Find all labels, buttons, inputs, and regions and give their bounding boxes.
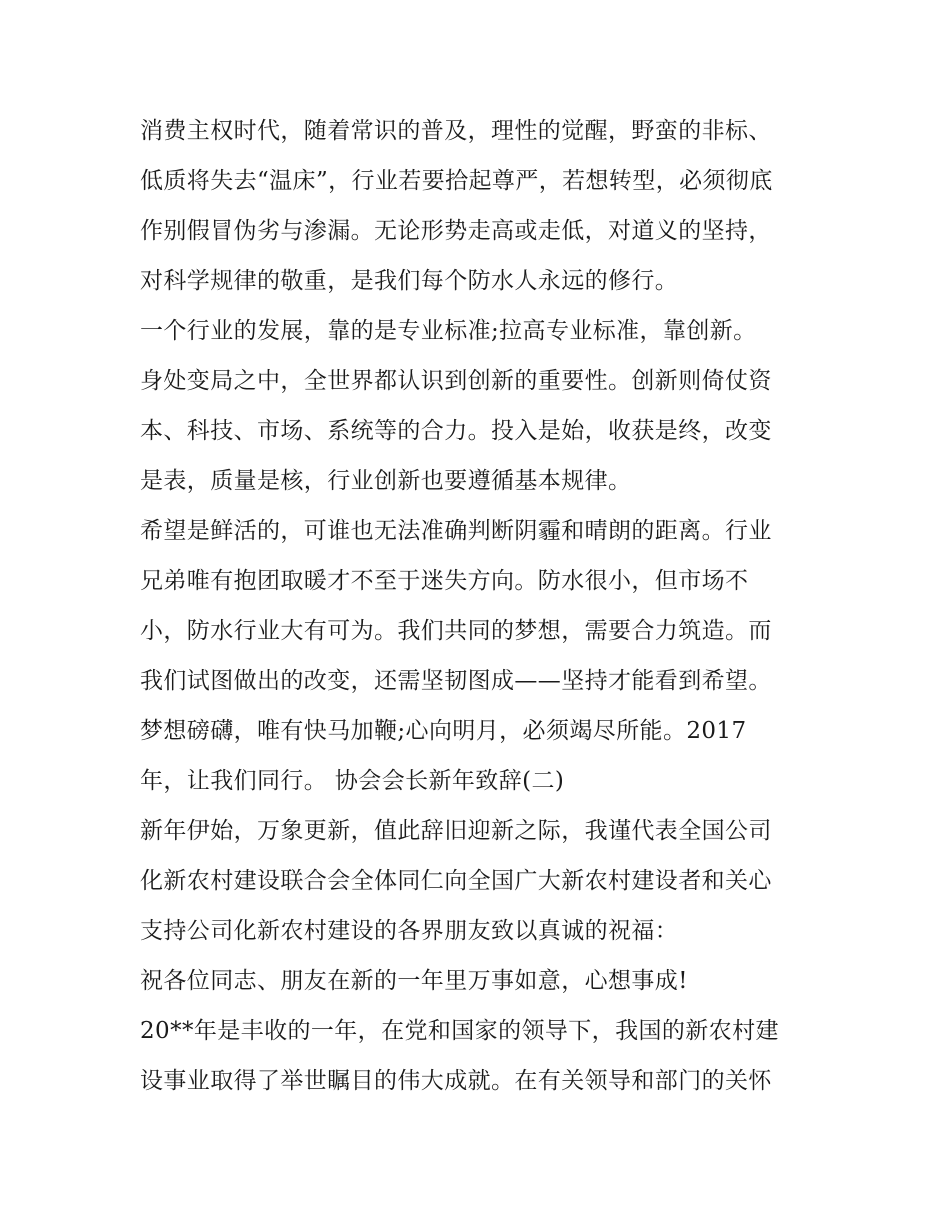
text-line: 祝各位同志、朋友在新的一年里万事如意，心想事成! <box>140 968 688 994</box>
text-line: 化新农村建设联合会全体同仁向全国广大新农村建设者和关心 <box>140 868 772 894</box>
text-line: 20**年是丰收的一年，在党和国家的领导下，我国的新农村建 <box>140 1018 779 1044</box>
text-line: 希望是鲜活的，可谁也无法准确判断阴霾和晴朗的距离。行业 <box>140 518 772 544</box>
text-line: 兄弟唯有抱团取暖才不至于迷失方向。防水很小，但市场不 <box>140 568 749 594</box>
text-line: 本、科技、市场、系统等的合力。投入是始，收获是终，改变 <box>140 418 772 444</box>
text-line: 作别假冒伪劣与渗漏。无论形势走高或走低，对道义的坚持， <box>140 218 772 244</box>
text-line: 低质将失去“温床”，行业若要拾起尊严，若想转型，必须彻底 <box>140 168 773 194</box>
text-line: 新年伊始，万象更新，值此辞旧迎新之际，我谨代表全国公司 <box>140 818 772 844</box>
text-line: 设事业取得了举世瞩目的伟大成就。在有关领导和部门的关怀 <box>140 1068 772 1094</box>
text-line: 消费主权时代，随着常识的普及，理性的觉醒，野蛮的非标、 <box>140 118 772 144</box>
document-body <box>140 106 820 1106</box>
text-line: 支持公司化新农村建设的各界朋友致以真诚的祝福： <box>140 918 679 944</box>
text-line: 是表，质量是核，行业创新也要遵循基本规律。 <box>140 468 632 494</box>
section-heading-line: 年，让我们同行。 协会会长新年致辞(二) <box>140 768 565 794</box>
text-line: 一个行业的发展，靠的是专业标准;拉高专业标准，靠创新。 <box>140 318 757 344</box>
text-line: 身处变局之中，全世界都认识到创新的重要性。创新则倚仗资 <box>140 368 772 394</box>
text-line: 梦想磅礴，唯有快马加鞭;心向明月，必须竭尽所能。2017 <box>140 718 747 744</box>
text-line: 我们试图做出的改变，还需坚韧图成——坚持才能看到希望。 <box>140 668 772 694</box>
text-line: 对科学规律的敬重，是我们每个防水人永远的修行。 <box>140 268 679 294</box>
text-line: 小，防水行业大有可为。我们共同的梦想，需要合力筑造。而 <box>140 618 772 644</box>
